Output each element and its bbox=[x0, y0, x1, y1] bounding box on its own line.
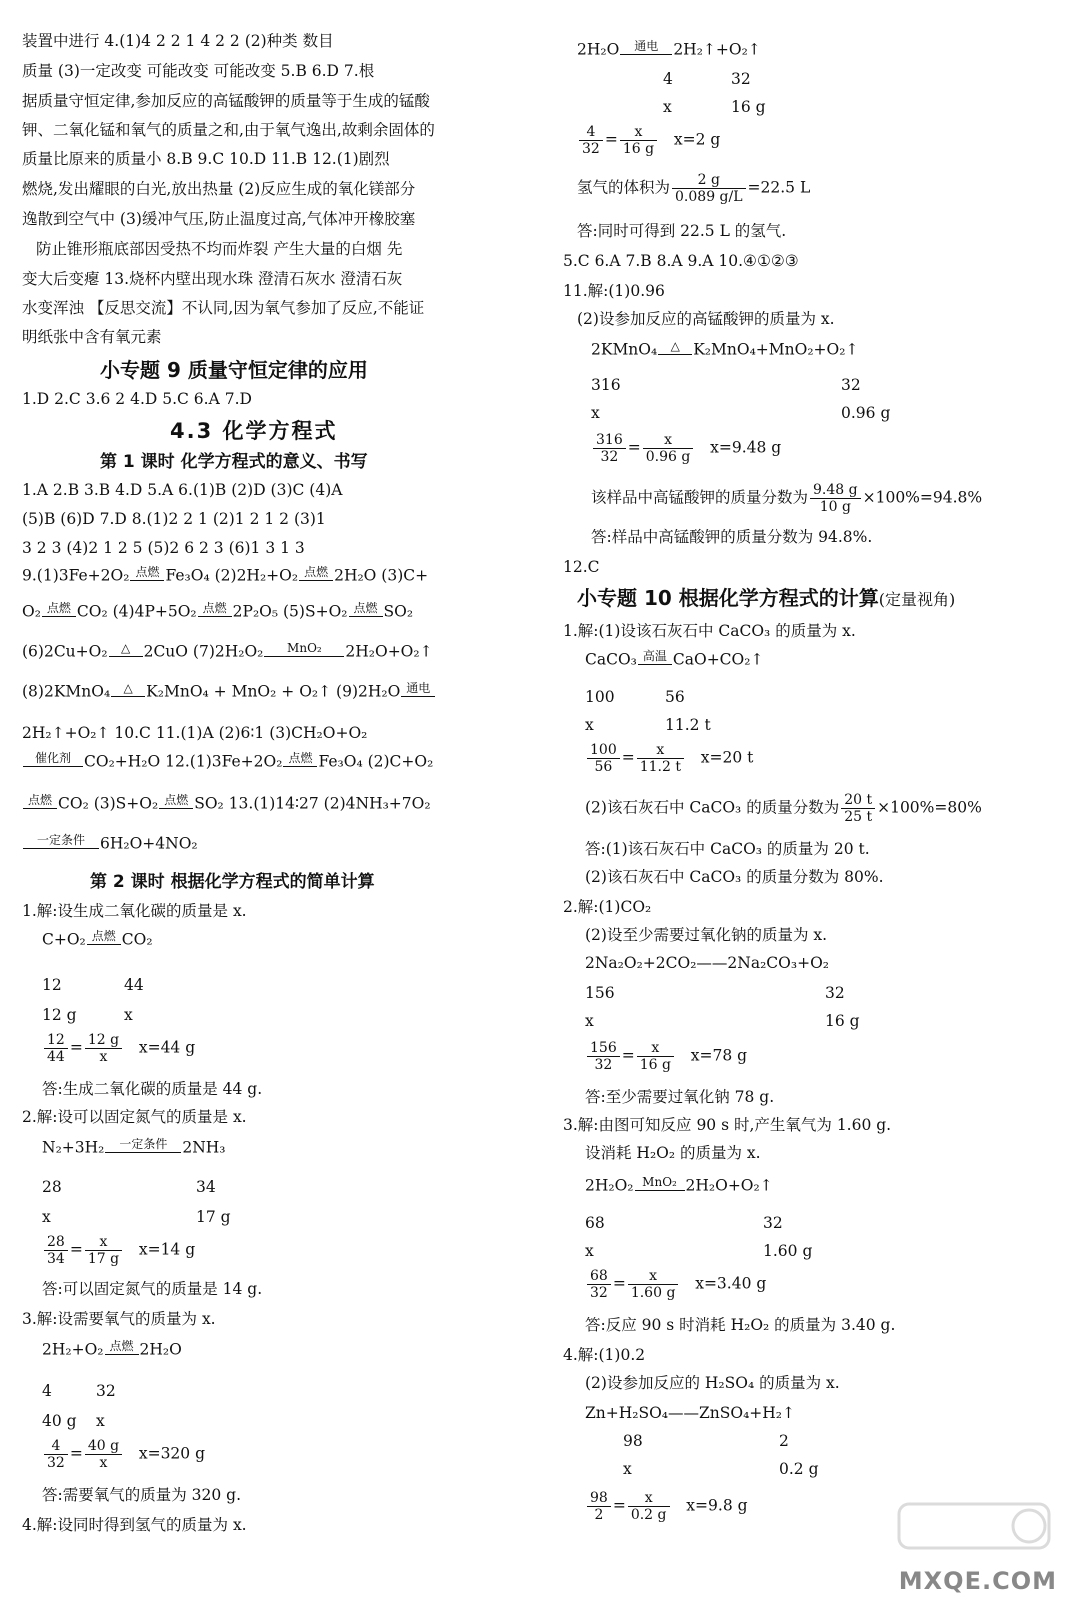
question-line: 1.解:设生成二氧化碳的质量是 x. bbox=[22, 902, 247, 920]
equation-line: 2H₂O₂ MnO₂ 2H₂O+O₂↑ bbox=[585, 1176, 773, 1197]
ratio-value: 156 bbox=[585, 984, 615, 1002]
ratio-value: 2 bbox=[779, 1432, 789, 1450]
equation-line: (8)2KMnO₄ △ K₂MnO₄ + MnO₂ + O₂↑ (9)2H₂O 通电 bbox=[22, 682, 436, 703]
answer-line: 答:可以固定氮气的质量是 14 g. bbox=[42, 1280, 263, 1298]
text-line: 燃烧,发出耀眼的白光,放出热量 (2)反应生成的氧化镁部分 bbox=[22, 180, 416, 198]
ratio-value: x bbox=[623, 1460, 632, 1478]
equation-line: 一定条件 6H₂O+4NO₂ bbox=[22, 834, 198, 855]
ratio-value: 44 bbox=[124, 976, 144, 994]
text-line: 防止锥形瓶底部因受热不均而炸裂 产生大量的白烟 先 bbox=[36, 240, 403, 258]
equation-line: 2H₂+O₂ 点燃 2H₂O bbox=[42, 1340, 182, 1361]
proportion: $\frac{12}{44}$ = $\frac{12 g}{x}$ x=44 g bbox=[42, 1032, 195, 1065]
equation-line: Zn+H₂SO₄——ZnSO₄+H₂↑ bbox=[585, 1404, 796, 1422]
ratio-value: 56 bbox=[665, 688, 685, 706]
answer-line: 1.A 2.B 3.B 4.D 5.A 6.(1)B (2)D (3)C (4)A bbox=[22, 481, 343, 499]
text-line: 逸散到空气中 (3)缓冲气压,防止温度过高,气体冲开橡胶塞 bbox=[22, 210, 416, 228]
topic-heading-10: 小专题 10 根据化学方程式的计算(定量视角) bbox=[577, 586, 956, 610]
lesson-heading-2: 第 2 课时 根据化学方程式的简单计算 bbox=[90, 872, 375, 892]
answer-line: 答:需要氧气的质量为 320 g. bbox=[42, 1486, 242, 1504]
ratio-value: 4 bbox=[663, 70, 673, 88]
proportion: $\frac{4}{32}$ = $\frac{x}{16 g}$ x=2 g bbox=[577, 124, 720, 157]
ratio-value: 12 bbox=[42, 976, 62, 994]
proportion: $\frac{28}{34}$ = $\frac{x}{17 g}$ x=14 g bbox=[42, 1234, 195, 1267]
question-line: (2)设参加反应的高锰酸钾的质量为 x. bbox=[577, 310, 835, 328]
proportion: $\frac{316}{32}$ = $\frac{x}{0.96 g}$ x=9.48 g bbox=[591, 432, 781, 465]
question-line: 设消耗 H₂O₂ 的质量为 x. bbox=[585, 1144, 761, 1162]
lesson-heading-1: 第 1 课时 化学方程式的意义、书写 bbox=[100, 452, 368, 472]
question-line: 1.解:(1)设该石灰石中 CaCO₃ 的质量为 x. bbox=[563, 622, 856, 640]
answer-line: 答:至少需要过氧化钠 78 g. bbox=[585, 1088, 775, 1106]
ratio-value: 4 bbox=[42, 1382, 52, 1400]
text-line: 质量 (3)一定改变 可能改变 可能改变 5.B 6.D 7.根 bbox=[22, 62, 375, 80]
ratio-value: 16 g bbox=[825, 1012, 860, 1030]
ratio-value: 100 bbox=[585, 688, 615, 706]
text-line: 装置中进行 4.(1)4 2 2 1 4 2 2 (2)种类 数目 bbox=[22, 32, 334, 50]
ratio-value: 34 bbox=[196, 1178, 216, 1196]
percent-line: 该样品中高锰酸钾的质量分数为 $\frac{9.48 g}{10 g}$ ×100%=94.8% bbox=[591, 482, 983, 515]
question-line: 3.解:由图可知反应 90 s 时,产生氧气为 1.60 g. bbox=[563, 1116, 892, 1134]
question-line: 2.解:(1)CO₂ bbox=[563, 898, 652, 916]
ratio-value: x bbox=[124, 1006, 133, 1024]
text-line: 质量比原来的质量小 8.B 9.C 10.D 11.B 12.(1)剧烈 bbox=[22, 150, 390, 168]
ratio-value: x bbox=[585, 716, 594, 734]
proportion: $\frac{100}{56}$ = $\frac{x}{11.2 t}$ x=20 t bbox=[585, 742, 753, 775]
text-line: 据质量守恒定律,参加反应的高锰酸钾的质量等于生成的锰酸 bbox=[22, 92, 430, 110]
equation-line: CaCO₃ 高温 CaO+CO₂↑ bbox=[585, 650, 763, 671]
answer-line: 答:样品中高锰酸钾的质量分数为 94.8%. bbox=[591, 528, 873, 546]
question-line: 11.解:(1)0.96 bbox=[563, 282, 665, 300]
proportion: $\frac{68}{32}$ = $\frac{x}{1.60 g}$ x=3.40 g bbox=[585, 1268, 766, 1301]
answer-line: 答:生成二氧化碳的质量是 44 g. bbox=[42, 1080, 263, 1098]
answer-line: 12.C bbox=[563, 558, 600, 576]
watermark-logo bbox=[889, 1498, 1059, 1578]
ratio-value: 32 bbox=[841, 376, 861, 394]
ratio-value: 40 g bbox=[42, 1412, 77, 1430]
ratio-value: 0.96 g bbox=[841, 404, 891, 422]
question-line: (2)设至少需要过氧化钠的质量为 x. bbox=[585, 926, 828, 944]
ratio-value: x bbox=[585, 1012, 594, 1030]
answer-line: (5)B (6)D 7.D 8.(1)2 2 1 (2)1 2 1 2 (3)1 bbox=[22, 510, 326, 528]
equation-line: 催化剂 CO₂+H₂O 12.(1)3Fe+2O₂ 点燃 Fe₃O₄ (2)C+O₂ bbox=[22, 752, 433, 773]
ratio-value: 28 bbox=[42, 1178, 62, 1196]
proportion: $\frac{4}{32}$ = $\frac{40 g}{x}$ x=320 g bbox=[42, 1438, 205, 1471]
ratio-value: 98 bbox=[623, 1432, 643, 1450]
ratio-value: 12 g bbox=[42, 1006, 77, 1024]
equation-line: N₂+3H₂ 一定条件 2NH₃ bbox=[42, 1138, 226, 1159]
ratio-value: 11.2 t bbox=[665, 716, 711, 734]
equation-line: 9.(1)3Fe+2O₂ 点燃 Fe₃O₄ (2)2H₂+O₂ 点燃 2H₂O (3)C+ bbox=[22, 566, 428, 587]
answer-line: 答:反应 90 s 时消耗 H₂O₂ 的质量为 3.40 g. bbox=[585, 1316, 896, 1334]
volume-line: 氢气的体积为 $\frac{2 g}{0.089 g/L}$ =22.5 L bbox=[577, 172, 811, 205]
watermark-text: MXQE.COM bbox=[898, 1567, 1057, 1596]
equation-line: 2Na₂O₂+2CO₂——2Na₂CO₃+O₂ bbox=[585, 954, 829, 972]
ratio-value: 32 bbox=[825, 984, 845, 1002]
answer-line: 3 2 3 (4)2 1 2 5 (5)2 6 2 3 (6)1 3 1 3 bbox=[22, 539, 305, 557]
percent-line: (2)该石灰石中 CaCO₃ 的质量分数为 $\frac{20 t}{25 t}$ ×100%=80% bbox=[585, 792, 982, 825]
section-heading: 4.3 化学方程式 bbox=[170, 419, 338, 443]
proportion: $\frac{98}{2}$ = $\frac{x}{0.2 g}$ x=9.8 g bbox=[585, 1490, 748, 1523]
text-line: 变大后变瘪 13.烧杯内壁出现水珠 澄清石灰水 澄清石灰 bbox=[22, 270, 403, 288]
ratio-value: 0.2 g bbox=[779, 1460, 819, 1478]
ratio-value: x bbox=[585, 1242, 594, 1260]
ratio-value: 17 g bbox=[196, 1208, 231, 1226]
ratio-value: 32 bbox=[763, 1214, 783, 1232]
equation-line: 2H₂O 通电 2H₂↑+O₂↑ bbox=[577, 40, 761, 61]
text-line: 水变浑浊 【反思交流】不认同,因为氧气参加了反应,不能证 bbox=[22, 299, 425, 317]
question-line: 4.解:设同时得到氢气的质量为 x. bbox=[22, 1516, 247, 1534]
ratio-value: 68 bbox=[585, 1214, 605, 1232]
ratio-value: x bbox=[663, 98, 672, 116]
question-line: (2)设参加反应的 H₂SO₄ 的质量为 x. bbox=[585, 1374, 840, 1392]
ratio-value: 316 bbox=[591, 376, 621, 394]
answer-line: (2)该石灰石中 CaCO₃ 的质量分数为 80%. bbox=[585, 868, 884, 886]
ratio-value: x bbox=[42, 1208, 51, 1226]
proportion: $\frac{156}{32}$ = $\frac{x}{16 g}$ x=78 g bbox=[585, 1040, 747, 1073]
answer-line: 答:(1)该石灰石中 CaCO₃ 的质量为 20 t. bbox=[585, 840, 870, 858]
ratio-value: 32 bbox=[96, 1382, 116, 1400]
answer-line: 答:同时可得到 22.5 L 的氢气. bbox=[577, 222, 787, 240]
question-line: 2.解:设可以固定氮气的质量是 x. bbox=[22, 1108, 247, 1126]
question-line: 4.解:(1)0.2 bbox=[563, 1346, 646, 1364]
equation-line: 点燃 CO₂ (3)S+O₂ 点燃 SO₂ 13.(1)14∶27 (2)4NH₃+7O₂ bbox=[22, 794, 431, 815]
topic-heading-9: 小专题 9 质量守恒定律的应用 bbox=[100, 358, 368, 382]
ratio-value: 1.60 g bbox=[763, 1242, 813, 1260]
ratio-value: 32 bbox=[731, 70, 751, 88]
answer-line: 1.D 2.C 3.6 2 4.D 5.C 6.A 7.D bbox=[22, 390, 252, 408]
ratio-value: 16 g bbox=[731, 98, 766, 116]
equation-line: 2H₂↑+O₂↑ 10.C 11.(1)A (2)6∶1 (3)CH₂O+O₂ bbox=[22, 724, 368, 742]
text-line: 明纸张中含有氧元素 bbox=[22, 328, 162, 346]
ratio-value: x bbox=[96, 1412, 105, 1430]
equation-line: O₂ 点燃 CO₂ (4)4P+5O₂ 点燃 2P₂O₅ (5)S+O₂ 点燃 SO₂ bbox=[22, 602, 413, 623]
equation-line: C+O₂ 点燃 CO₂ bbox=[42, 930, 153, 951]
answer-line: 5.C 6.A 7.B 8.A 9.A 10.④①②③ bbox=[563, 252, 799, 270]
question-line: 3.解:设需要氧气的质量为 x. bbox=[22, 1310, 216, 1328]
equation-line: (6)2Cu+O₂ △ 2CuO (7)2H₂O₂ MnO₂ 2H₂O+O₂↑ bbox=[22, 642, 433, 663]
equation-line: 2KMnO₄ △ K₂MnO₄+MnO₂+O₂↑ bbox=[591, 340, 858, 361]
text-line: 钾、二氧化锰和氧气的质量之和,由于氧气逸出,故剩余固体的 bbox=[22, 121, 435, 139]
ratio-value: x bbox=[591, 404, 600, 422]
